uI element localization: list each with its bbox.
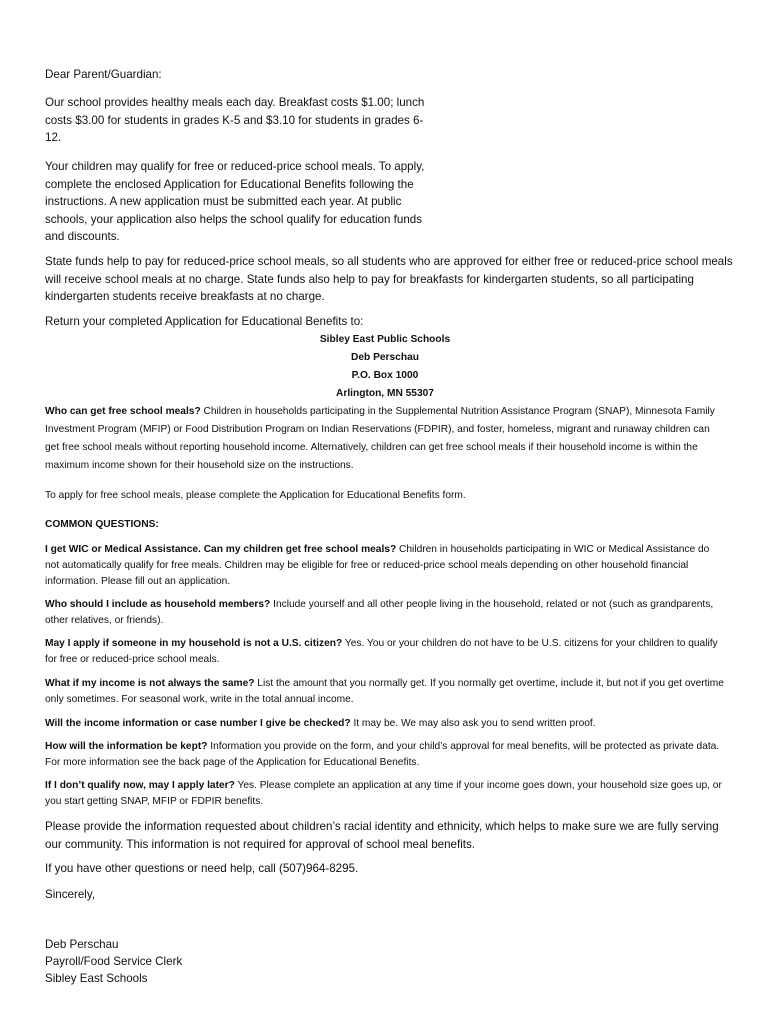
closing: Sincerely, (45, 888, 96, 901)
common-questions-heading: COMMON QUESTIONS: (45, 519, 159, 530)
free-meals-question: Who can get free school meals? (45, 406, 201, 417)
salutation: Dear Parent/Guardian: (45, 68, 162, 81)
faq-item (45, 739, 725, 771)
free-meals-paragraph (45, 403, 725, 475)
address-line-city: Arlington, MN 55307 (336, 388, 434, 399)
return-instruction: Return your completed Application for Educational Benefits to: (45, 315, 364, 328)
faq-item (45, 542, 725, 589)
meal-prices-paragraph: Our school provides healthy meals each day. Breakfast costs $1.00; lunch costs $3.00 for students in grades K-5 and $3.10 for students in grades 6-12. (45, 96, 425, 145)
faq-question: May I apply if someone in my household is not a U.S. citizen? (45, 638, 343, 649)
address-line-pobox: P.O. Box 1000 (351, 370, 419, 381)
apply-note: To apply for free school meals, please complete the Application for Educational Benefits form. (45, 490, 466, 501)
faq-answer: It may be. We may also ask you to send written proof. (350, 718, 596, 729)
help-paragraph: If you have other questions or need help, call (507)964-8295. (45, 862, 359, 875)
qualify-paragraph: Your children may qualify for free or reduced-price school meals. To apply, complete the enclosed Application for Educational Benefits following the instructions. A new application must be submitted each year. At public schools, your application also helps the school qualify for education funds and discounts. (45, 160, 425, 244)
signature-org: Sibley East Schools (45, 972, 148, 985)
faq-question: If I don’t qualify now, may I apply later? (45, 780, 235, 791)
free-meals-answer: Children in households participating in the Supplemental Nutrition Assistance Program (SNAP), Minnesota Family Investment Program (MFIP) or Food Distribution Program on Indian Reservations (FDPIR), and foster, homeless, migrant and runaway children can get free school meals without reporting household income. Alternatively, children can get free school meals if their household income is within the maximum income shown for their household size on the instructions. (45, 406, 715, 471)
address-line-name: Deb Perschau (351, 352, 419, 363)
faq-item (45, 676, 725, 708)
faq-question: How will the information be kept? (45, 741, 208, 752)
address-line-school: Sibley East Public Schools (319, 334, 451, 345)
faq-item (45, 636, 725, 668)
faq-question: I get WIC or Medical Assistance. Can my children get free school meals? (45, 544, 397, 555)
faq-item (45, 778, 725, 810)
faq-answer: Information you provide on the form, and your child’s approval for meal benefits, will be protected as private data. For more information see the back page of the Application for Educational Benefits. (45, 741, 720, 768)
faq-item (45, 716, 725, 732)
faq-question: Who should I include as household members? (45, 599, 271, 610)
faq-answer: Yes. Please complete an application at any time if your income goes down, your household size goes up, or you start getting SNAP, MFIP or FDPIR benefits. (45, 780, 722, 807)
signature-name: Deb Perschau (45, 938, 119, 951)
faq-answer: Children in households participating in WIC or Medical Assistance do not automatically qualify for free meals. Children may be eligible for free or reduced-price school meals depending on other household financial information. Please fill out an application. (45, 544, 710, 587)
racial-identity-paragraph: Please provide the information requested about children’s racial identity and ethnicity, which helps to make sure we are fully serving our community. This information is not required for approval of school meal benefits. (45, 820, 719, 851)
state-funds-paragraph: State funds help to pay for reduced-price school meals, so all students who are approved for either free or reduced-price school meals will receive school meals at no charge. State funds also help to pay for breakfasts for kindergarten students, so all participating kindergarten students receive breakfasts at no charge. (45, 255, 733, 304)
signature-title: Payroll/Food Service Clerk (45, 955, 183, 968)
faq-question: Will the income information or case number I give be checked? (45, 718, 351, 729)
faq-answer: Yes. You or your children do not have to be U.S. citizens for your children to qualify for free or reduced-price school meals. (45, 638, 718, 665)
faq-item (45, 597, 725, 629)
faq-answer: List the amount that you normally get. If you normally get overtime, include it, but not if you get overtime only sometimes. For seasonal work, write in the total annual income. (45, 678, 724, 705)
faq-answer: Include yourself and all other people living in the household, related or not (such as grandparents, other relatives, or friends). (45, 599, 714, 626)
faq-question: What if my income is not always the same? (45, 678, 255, 689)
